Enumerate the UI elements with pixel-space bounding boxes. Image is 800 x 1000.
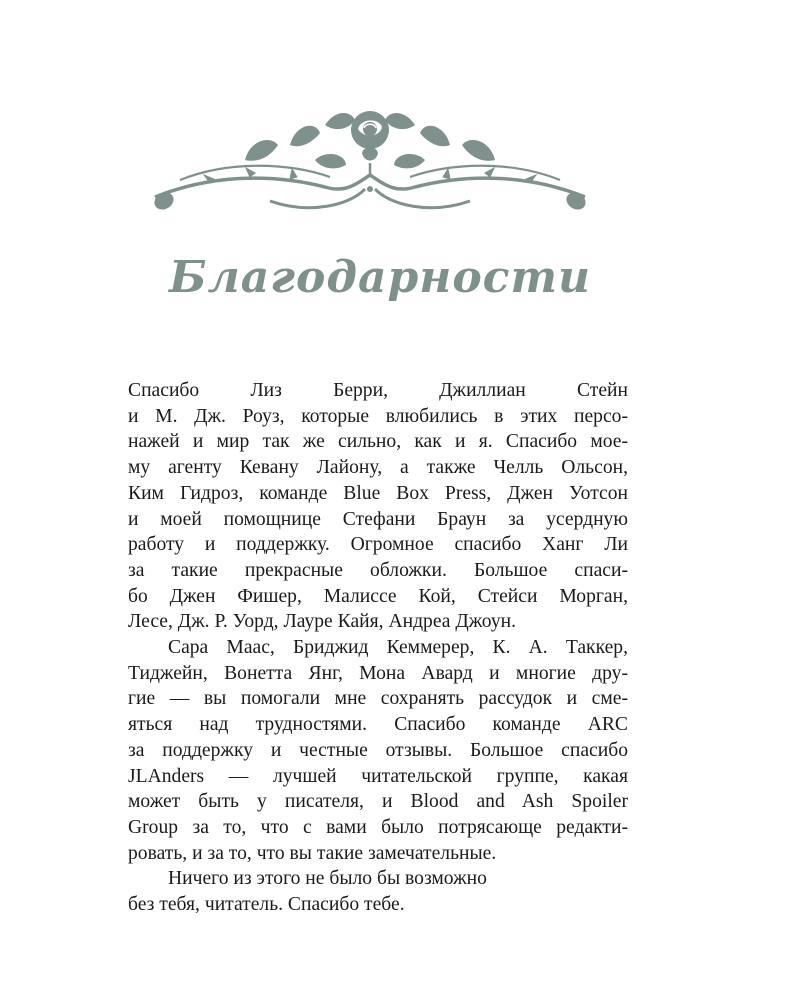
text-line: му агенту Кевану Лайону, а также Челль Ольсон, — [128, 457, 628, 479]
text-line: Ничего из этого не было бы возможно — [168, 868, 487, 890]
rose-vine-ornament-icon — [150, 105, 590, 215]
paragraph-2 — [128, 635, 628, 866]
text-line: Тиджейн, Вонетта Янг, Мона Авард и многие дру- — [128, 662, 628, 684]
text-line: Сара Маас, Бриджид Кеммерер, К. А. Таккер, — [168, 637, 628, 659]
page-title: Благодарности — [168, 252, 592, 303]
text-line: Лесе, Дж. Р. Уорд, Лауре Кайя, Андреа Джоун. — [128, 611, 517, 633]
text-line: бо Джен Фишер, Малиссе Кой, Стейси Морган, — [128, 585, 628, 607]
text-line: ровать, и за то, что вы такие замечательные. — [128, 842, 497, 864]
text-line: Спасибо Лиз Берри, Джиллиан Стейн — [128, 380, 628, 401]
text-line: работу и поддержку. Огромное спасибо Ханг Ли — [128, 534, 628, 556]
text-line: Group за то, что с вами было потрясающе редакти- — [128, 816, 628, 838]
text-line: JLAnders — лучшей читательской группе, какая — [128, 765, 628, 787]
text-line: нажей и мир так же сильно, как и я. Спасибо мое- — [128, 431, 628, 453]
paragraph-1 — [128, 378, 628, 635]
text-line: Ким Гидроз, команде Blue Box Press, Джен Уотсон — [128, 482, 628, 504]
text-line: за поддержку и честные отзывы. Большое спасибо — [128, 739, 628, 761]
text-line: и М. Дж. Роуз, которые влюбились в этих персо- — [128, 405, 628, 427]
text-line: яться над трудностями. Спасибо команде ARC — [128, 714, 628, 736]
text-line: за такие прекрасные обложки. Большое спаси- — [128, 559, 628, 581]
text-line: и моей помощнице Стефани Браун за усердную — [128, 508, 628, 530]
text-line: может быть у писателя, и Blood and Ash Spoiler — [128, 791, 628, 813]
paragraph-3 — [128, 866, 628, 917]
text-line: гие — вы помогали мне сохранять рассудок и сме- — [128, 688, 628, 710]
acknowledgements-text — [128, 378, 628, 918]
text-line: без тебя, читатель. Спасибо тебе. — [128, 894, 405, 916]
